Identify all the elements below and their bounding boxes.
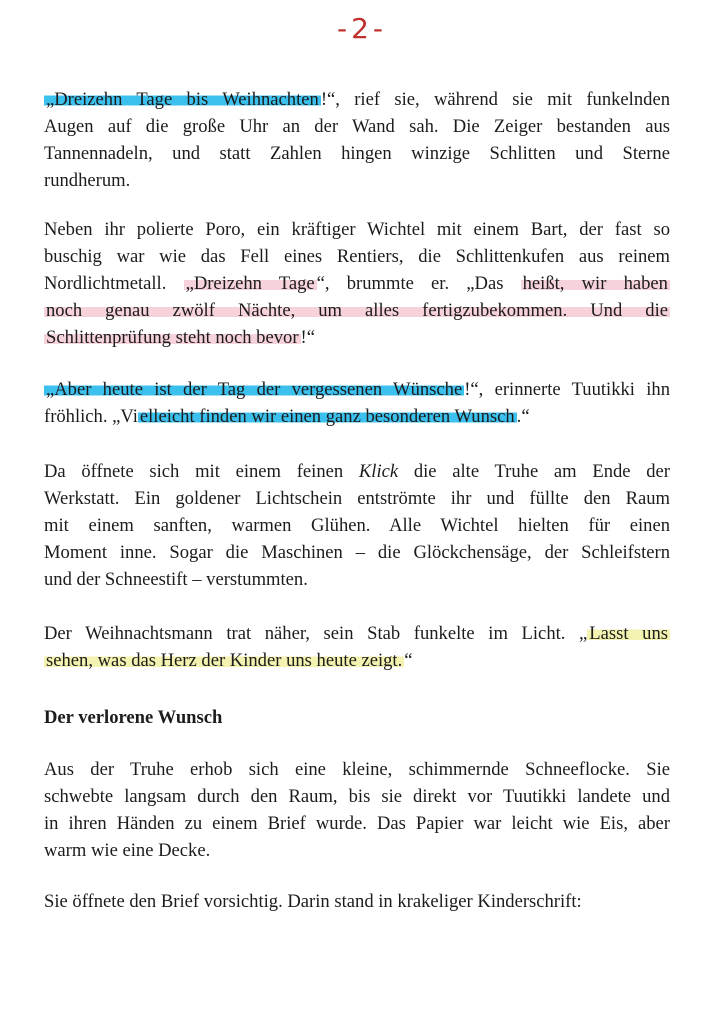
- text-line: Tannennadeln, und statt Zahlen hingen winzige Schlitten und Sterne: [44, 143, 670, 164]
- yellow-highlight: Lasst uns: [589, 623, 668, 644]
- blue-highlight: „Dreizehn Tage bis Weihnachten: [46, 89, 319, 110]
- paragraph-2: [44, 216, 670, 351]
- blue-highlight: „Aber heute ist der Tag der vergessenen Wünsche: [46, 379, 463, 400]
- text-line: Sie öffnete den Brief vorsichtig. Darin stand in krakeliger Kinderschrift:: [44, 891, 582, 912]
- paragraph-7: [44, 888, 670, 915]
- paragraph-6: [44, 756, 670, 864]
- text-line: buschig war wie das Fell eines Rentiers, die Schlittenkufen aus reinem: [44, 246, 670, 267]
- text-span: die alte Truhe am Ende der: [398, 461, 670, 482]
- pink-highlight: noch genau zwölf Nächte, um alles fertigzubekommen. Und die: [46, 300, 668, 321]
- text-line: [44, 270, 670, 297]
- text-line: schwebte langsam durch den Raum, bis sie direkt vor Tuutikki landete und: [44, 786, 670, 807]
- text-line: Moment inne. Sogar die Maschinen – die Glöckchensäge, der Schleifstern: [44, 542, 670, 563]
- text-span: Da öffnete sich mit einem feinen: [44, 461, 359, 482]
- text-line: [44, 297, 670, 324]
- text-line: rundherum.: [44, 170, 131, 191]
- text-span: “: [404, 650, 413, 671]
- text-span: !“: [300, 327, 315, 348]
- text-line: [44, 376, 670, 403]
- paragraph-5: [44, 620, 670, 674]
- yellow-highlight: sehen, was das Herz der Kinder uns heute zeigt.: [46, 650, 403, 671]
- paragraph-1: [44, 86, 670, 194]
- text-line: und der Schneestift – verstummten.: [44, 569, 308, 590]
- text-line: Neben ihr polierte Poro, ein kräftiger Wichtel mit einem Bart, der fast so: [44, 219, 670, 240]
- text-span: Nordlichtmetall.: [44, 273, 184, 294]
- paragraph-4: [44, 458, 670, 593]
- text-line: [44, 403, 670, 430]
- blue-highlight: elleicht finden wir einen ganz besonderen Wunsch: [139, 406, 515, 427]
- italic-text: Klick: [358, 461, 399, 482]
- pink-highlight: „Dreizehn Tage: [185, 273, 315, 294]
- text-span: Der Weihnachtsmann trat näher, sein Stab funkelte im Licht. „: [44, 623, 588, 644]
- text-line: [44, 86, 670, 113]
- text-line: Werkstatt. Ein goldener Lichtschein entströmte ihr und füllte den Raum: [44, 488, 670, 509]
- text-span: “, brummte er. „Das: [316, 273, 521, 294]
- paragraph-3: [44, 376, 670, 430]
- text-line: Aus der Truhe erhob sich eine kleine, schimmernde Schneeflocke. Sie: [44, 759, 670, 780]
- text-line: [44, 647, 670, 674]
- text-line: [44, 324, 670, 351]
- text-line: [44, 620, 670, 647]
- text-span: fröhlich. „Vi: [44, 406, 138, 427]
- text-line: Augen auf die große Uhr an der Wand sah. Die Zeiger bestanden aus: [44, 116, 670, 137]
- page-number: -2-: [336, 12, 388, 45]
- text-line: [44, 458, 670, 485]
- text-span: .“: [516, 406, 530, 427]
- text-line: in ihren Händen zu einem Brief wurde. Das Papier war leicht wie Eis, aber: [44, 813, 670, 834]
- section-heading: Der verlorene Wunsch: [44, 707, 223, 728]
- pink-highlight: Schlittenprüfung steht noch bevor: [46, 327, 299, 348]
- text-span: !“, rief sie, während sie mit funkelnden: [320, 89, 670, 110]
- pink-highlight: heißt, wir haben: [522, 273, 668, 294]
- text-line: mit einem sanften, warmen Glühen. Alle Wichtel hielten für einen: [44, 515, 670, 536]
- text-span: !“, erinnerte Tuutikki ihn: [464, 379, 670, 400]
- text-line: warm wie eine Decke.: [44, 840, 211, 861]
